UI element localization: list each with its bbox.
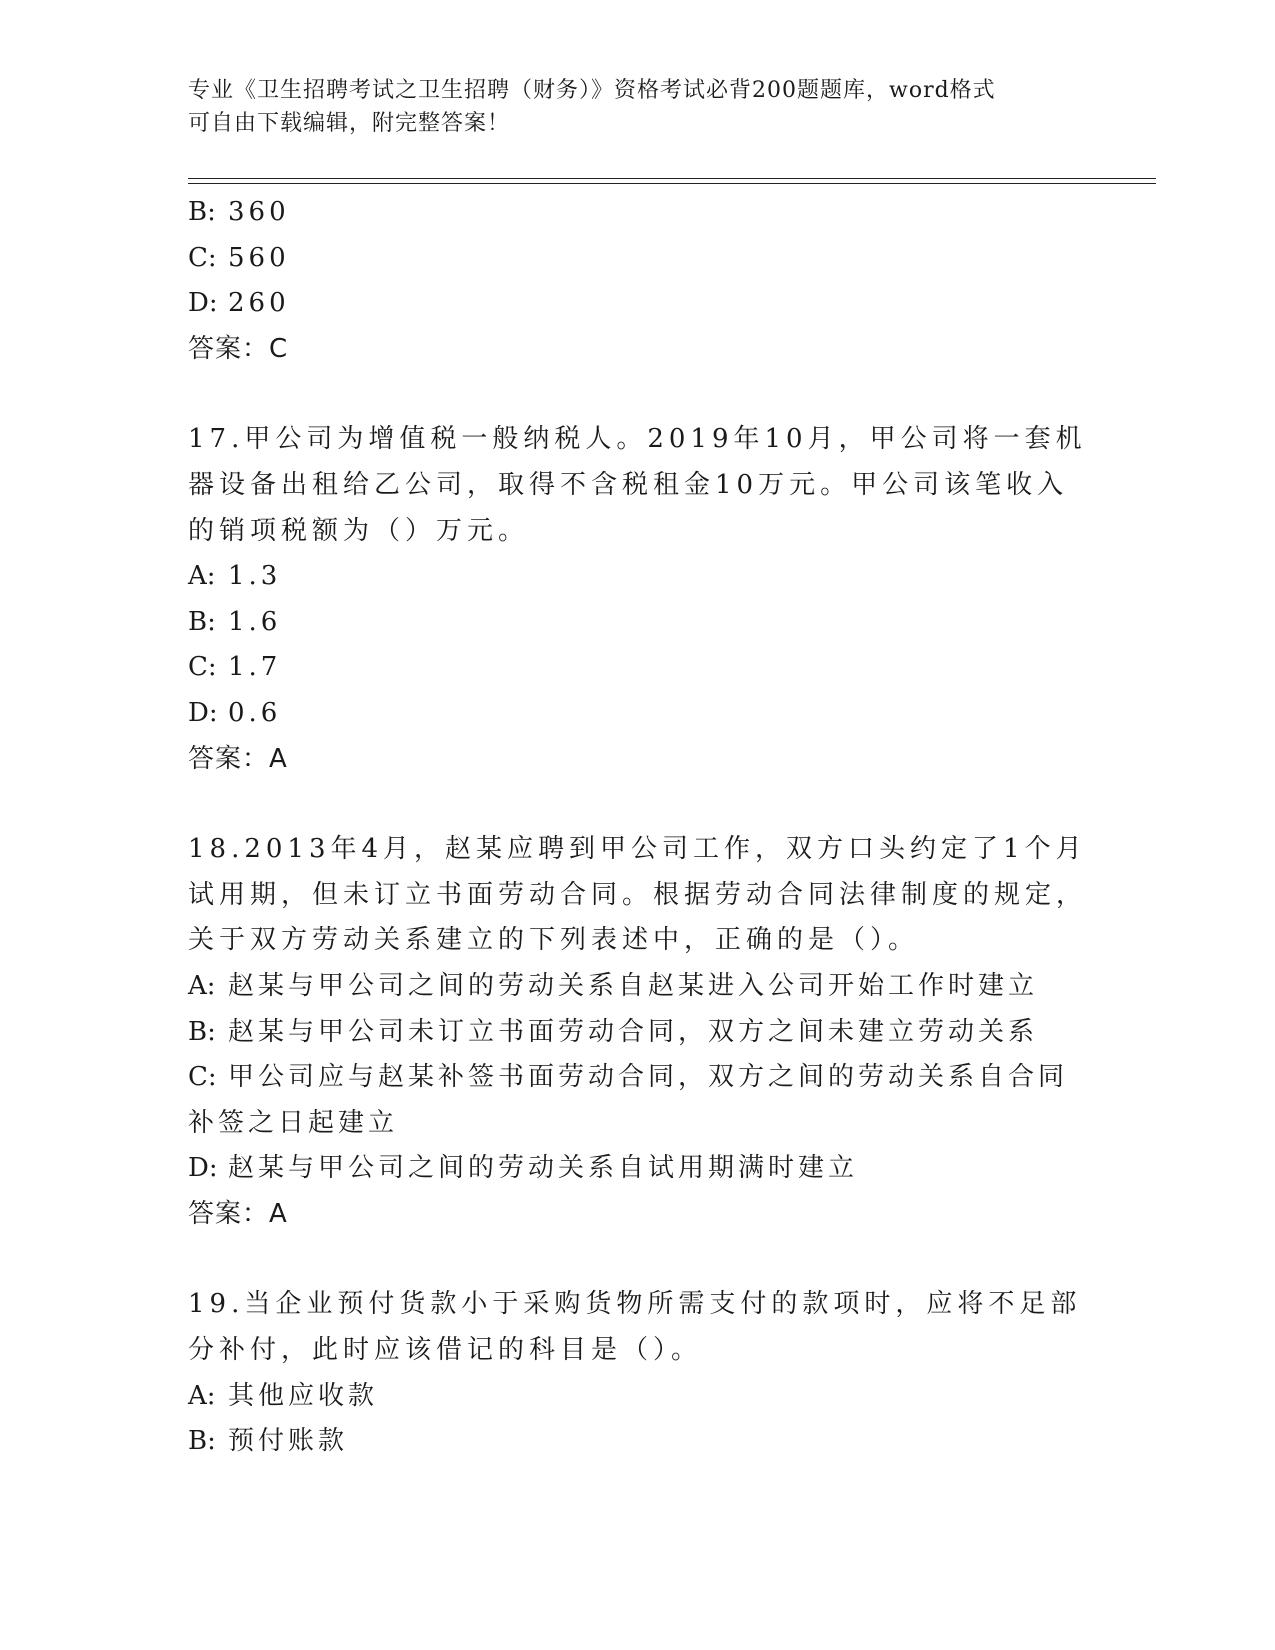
- answer: 答案：A: [188, 1198, 288, 1229]
- document-body: [188, 190, 1088, 1465]
- option-c: C: 甲公司应与赵某补签书面劳动合同，双方之间的劳动关系自合同补签之日起建立: [188, 1062, 1069, 1138]
- question-stem: 19.当企业预付货款小于采购货物所需支付的款项时，应将不足部分补付，此时应该借记的科目是（）。: [188, 1289, 1082, 1366]
- option-c: C: 560: [188, 242, 290, 273]
- option-a: A: 赵某与甲公司之间的劳动关系自赵某进入公司开始工作时建立: [188, 970, 1039, 1001]
- option-d: D: 260: [188, 288, 290, 319]
- option-d: D: 0.6: [188, 697, 282, 728]
- answer: 答案：C: [188, 333, 289, 364]
- question-19: [188, 1282, 1088, 1464]
- answer: 答案：A: [188, 743, 288, 774]
- option-d: D: 赵某与甲公司之间的劳动关系自试用期满时建立: [188, 1153, 859, 1184]
- option-a: A: 其他应收款: [188, 1380, 379, 1411]
- option-b: B: 预付账款: [188, 1426, 349, 1457]
- option-c: C: 1.7: [188, 652, 282, 683]
- question-17: [188, 417, 1088, 782]
- question-16-tail: [188, 190, 1088, 372]
- document-header: [188, 74, 1088, 140]
- header-rule-bottom: [188, 183, 1156, 184]
- header-line-1: 专业《卫生招聘考试之卫生招聘（财务）》资格考试必背200题题库，word格式: [188, 78, 996, 103]
- header-rule-top: [188, 178, 1156, 179]
- question-18: [188, 827, 1088, 1237]
- option-a: A: 1.3: [188, 561, 282, 592]
- header-line-2: 可自由下载编辑，附完整答案！: [188, 111, 511, 136]
- option-b: B: 360: [188, 197, 290, 227]
- option-b: B: 赵某与甲公司未订立书面劳动合同，双方之间未建立劳动关系: [188, 1016, 1039, 1047]
- option-b: B: 1.6: [188, 606, 282, 637]
- question-stem: 18.2013年4月，赵某应聘到甲公司工作，双方口头约定了1个月试用期，但未订立书面劳动合同。根据劳动合同法律制度的规定，关于双方劳动关系建立的下列表述中，正确的是（）。: [188, 834, 1088, 956]
- question-stem: 17.甲公司为增值税一般纳税人。2019年10月，甲公司将一套机器设备出租给乙公司，取得不含税租金10万元。甲公司该笔收入的销项税额为（）万元。: [188, 424, 1087, 546]
